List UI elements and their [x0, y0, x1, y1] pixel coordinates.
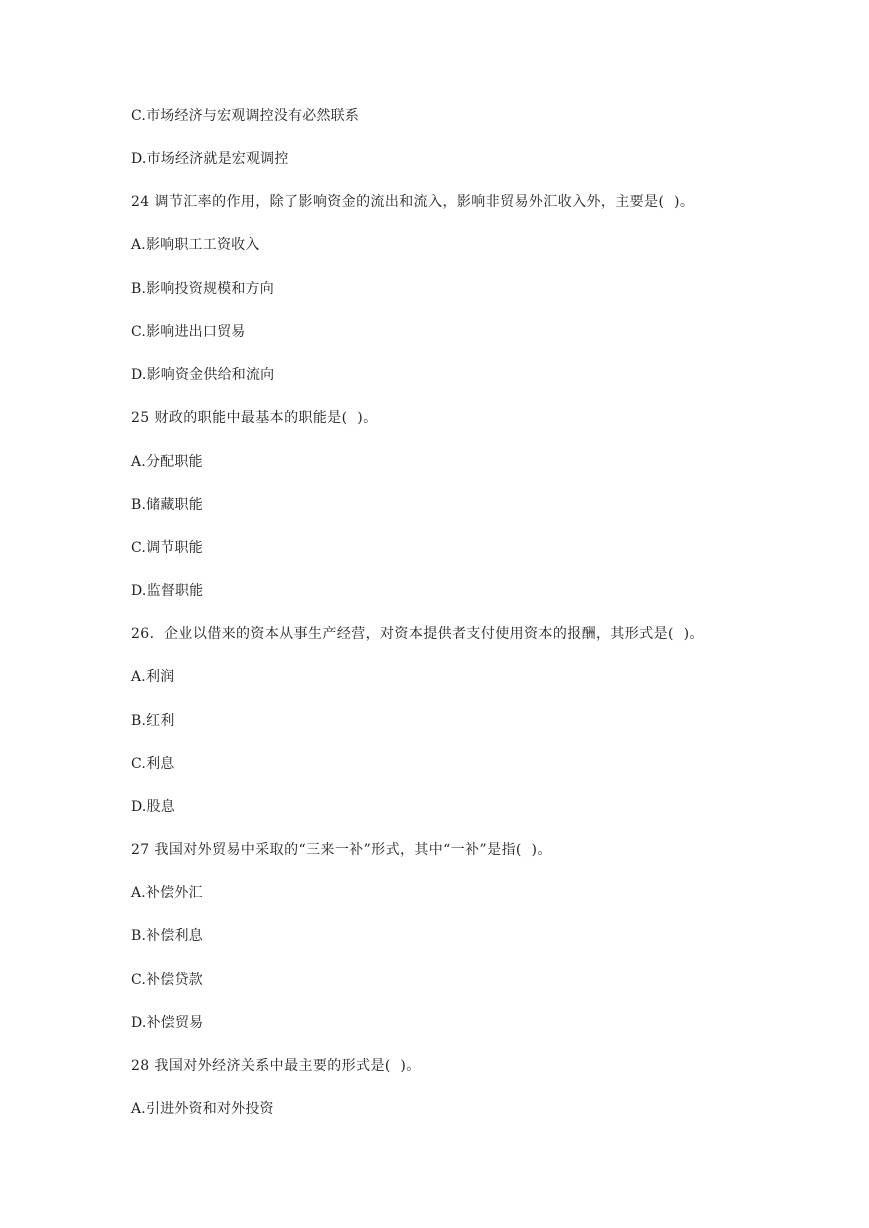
question-24: 24 调节汇率的作用，除了影响资金的流出和流入，影响非贸易外汇收入外，主要是( )。 — [131, 194, 695, 210]
option-27-b: B.补偿利息 — [131, 928, 203, 944]
option-26-b: B.红利 — [131, 713, 175, 729]
question-28: 28 我国对外经济关系中最主要的形式是( )。 — [131, 1058, 421, 1074]
option-24-c: C.影响进出口贸易 — [131, 324, 246, 340]
option-28-a: A.引进外资和对外投资 — [131, 1101, 274, 1117]
option-27-d: D.补偿贸易 — [131, 1015, 204, 1031]
option-25-b: B.储藏职能 — [131, 497, 203, 513]
option-26-a: A.利润 — [131, 669, 175, 685]
option-24-b: B.影响投资规模和方向 — [131, 281, 274, 297]
option-24-a: A.影响职工工资收入 — [131, 237, 260, 253]
option-24-d: D.影响资金供给和流向 — [131, 367, 275, 383]
option-23-c: C.市场经济与宏观调控没有必然联系 — [131, 108, 360, 124]
option-26-c: C.利息 — [131, 756, 175, 772]
option-25-c: C.调节职能 — [131, 540, 203, 556]
option-23-d: D.市场经济就是宏观调控 — [131, 151, 289, 167]
option-25-a: A.分配职能 — [131, 454, 203, 470]
question-26: 26．企业以借来的资本从事生产经营，对资本提供者支付使用资本的报酬，其形式是( )。 — [131, 626, 704, 642]
option-27-a: A.补偿外汇 — [131, 885, 203, 901]
question-27: 27 我国对外贸易中采取的“三来一补”形式，其中“一补”是指( )。 — [131, 842, 552, 858]
option-26-d: D.股息 — [131, 799, 175, 815]
option-25-d: D.监督职能 — [131, 583, 204, 599]
option-27-c: C.补偿贷款 — [131, 972, 203, 988]
question-25: 25 财政的职能中最基本的职能是( )。 — [131, 410, 378, 426]
